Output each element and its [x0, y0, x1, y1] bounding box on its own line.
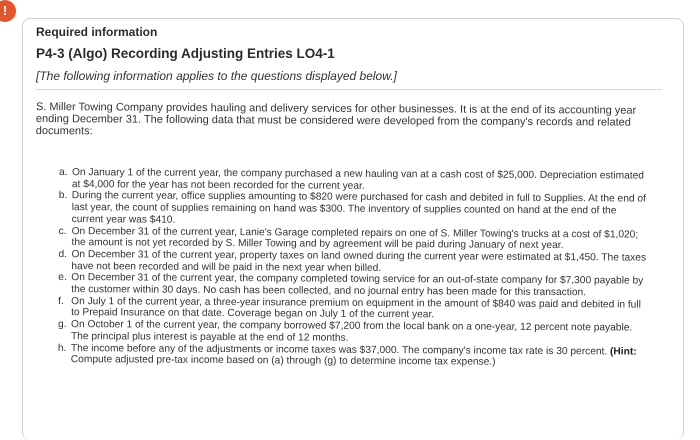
- item-letter: c.: [58, 225, 67, 237]
- item-letter: d.: [58, 248, 67, 260]
- item-letter: f.: [58, 295, 64, 307]
- item-text: The income before any of the adjustments or income taxes was $37,000. The company's income tax rate is 30 percent.: [70, 342, 608, 357]
- item-text: On January 1 of the current year, the company purchased a new hauling van at a cash cost of $25,000. Depreciation estimated at $4,000 for the year has not been recorded for the current year.: [71, 167, 644, 192]
- list-item-e: [58, 272, 646, 299]
- item-text: On December 31 of the current year, Lanie's Garage completed repairs on one of S. Miller Towing's trucks at a cost of $1,020; the amount is not yet recorded by S. Miller Towing and by agreement will be paid during January of next year.: [71, 225, 639, 252]
- adjustment-items-list: [58, 167, 647, 370]
- item-letter: g.: [58, 319, 67, 331]
- instruction-text: [The following information applies to the questions displayed below.]: [36, 69, 397, 83]
- list-item-c: [58, 226, 646, 253]
- item-text: On December 31 of the current year, property taxes on land owned during the current year were estimated at $1,450. The taxes have not been recorded and will be paid in the next year when billed.: [71, 248, 647, 274]
- intro-paragraph: S. Miller Towing Company provides hauling and delivery services for other businesses. It is at the end of its accounting year ending December 31. The following data that must be considered were developed from the company's records and related documents:: [35, 101, 637, 138]
- divider: [36, 89, 662, 90]
- list-item-a: [59, 167, 647, 194]
- item-letter: e.: [58, 272, 67, 284]
- item-text: On October 1 of the current year, the company borrowed $7,200 from the local bank on a one-year, 12 percent note payable. The principal plus interest is payable at the end of 12 months.: [70, 319, 633, 344]
- item-text: During the current year, office supplies amounting to $820 were purchased for cash and debited in full to Supplies. At the end of last year, the count of supplies remaining on hand was $300. The inventory of supplies counted on hand at the end of the current year was $410.: [71, 190, 646, 226]
- item-letter: h.: [57, 342, 67, 354]
- list-item-d: [58, 249, 646, 276]
- hint-text: Compute adjusted pre-tax income based on (a) through (g) to determine income tax expense.): [70, 354, 496, 368]
- item-text: On December 31 of the current year, the company completed towing service for an out-of-state company for $7,300 payable by the customer within 30 days. No cash has been collected, and no journal entry has been made for this transaction.: [71, 272, 644, 299]
- item-text: On July 1 of the current year, a three-year insurance premium on equipment in the amount of $840 was paid and debited in full to Prepaid Insurance on that date. Coverage began on July 1 of the current year.: [71, 295, 641, 321]
- alert-icon: !: [0, 0, 16, 22]
- item-letter: b.: [58, 190, 68, 202]
- list-item-g: [58, 319, 646, 346]
- list-item-f: [58, 296, 646, 323]
- required-information-heading: Required information: [36, 25, 158, 39]
- item-letter: a.: [58, 167, 68, 179]
- hint-label: (Hint:: [610, 345, 637, 358]
- list-item-h: [58, 343, 646, 370]
- list-item-b: [59, 190, 647, 229]
- problem-title: P4-3 (Algo) Recording Adjusting Entries LO4-1: [36, 46, 335, 61]
